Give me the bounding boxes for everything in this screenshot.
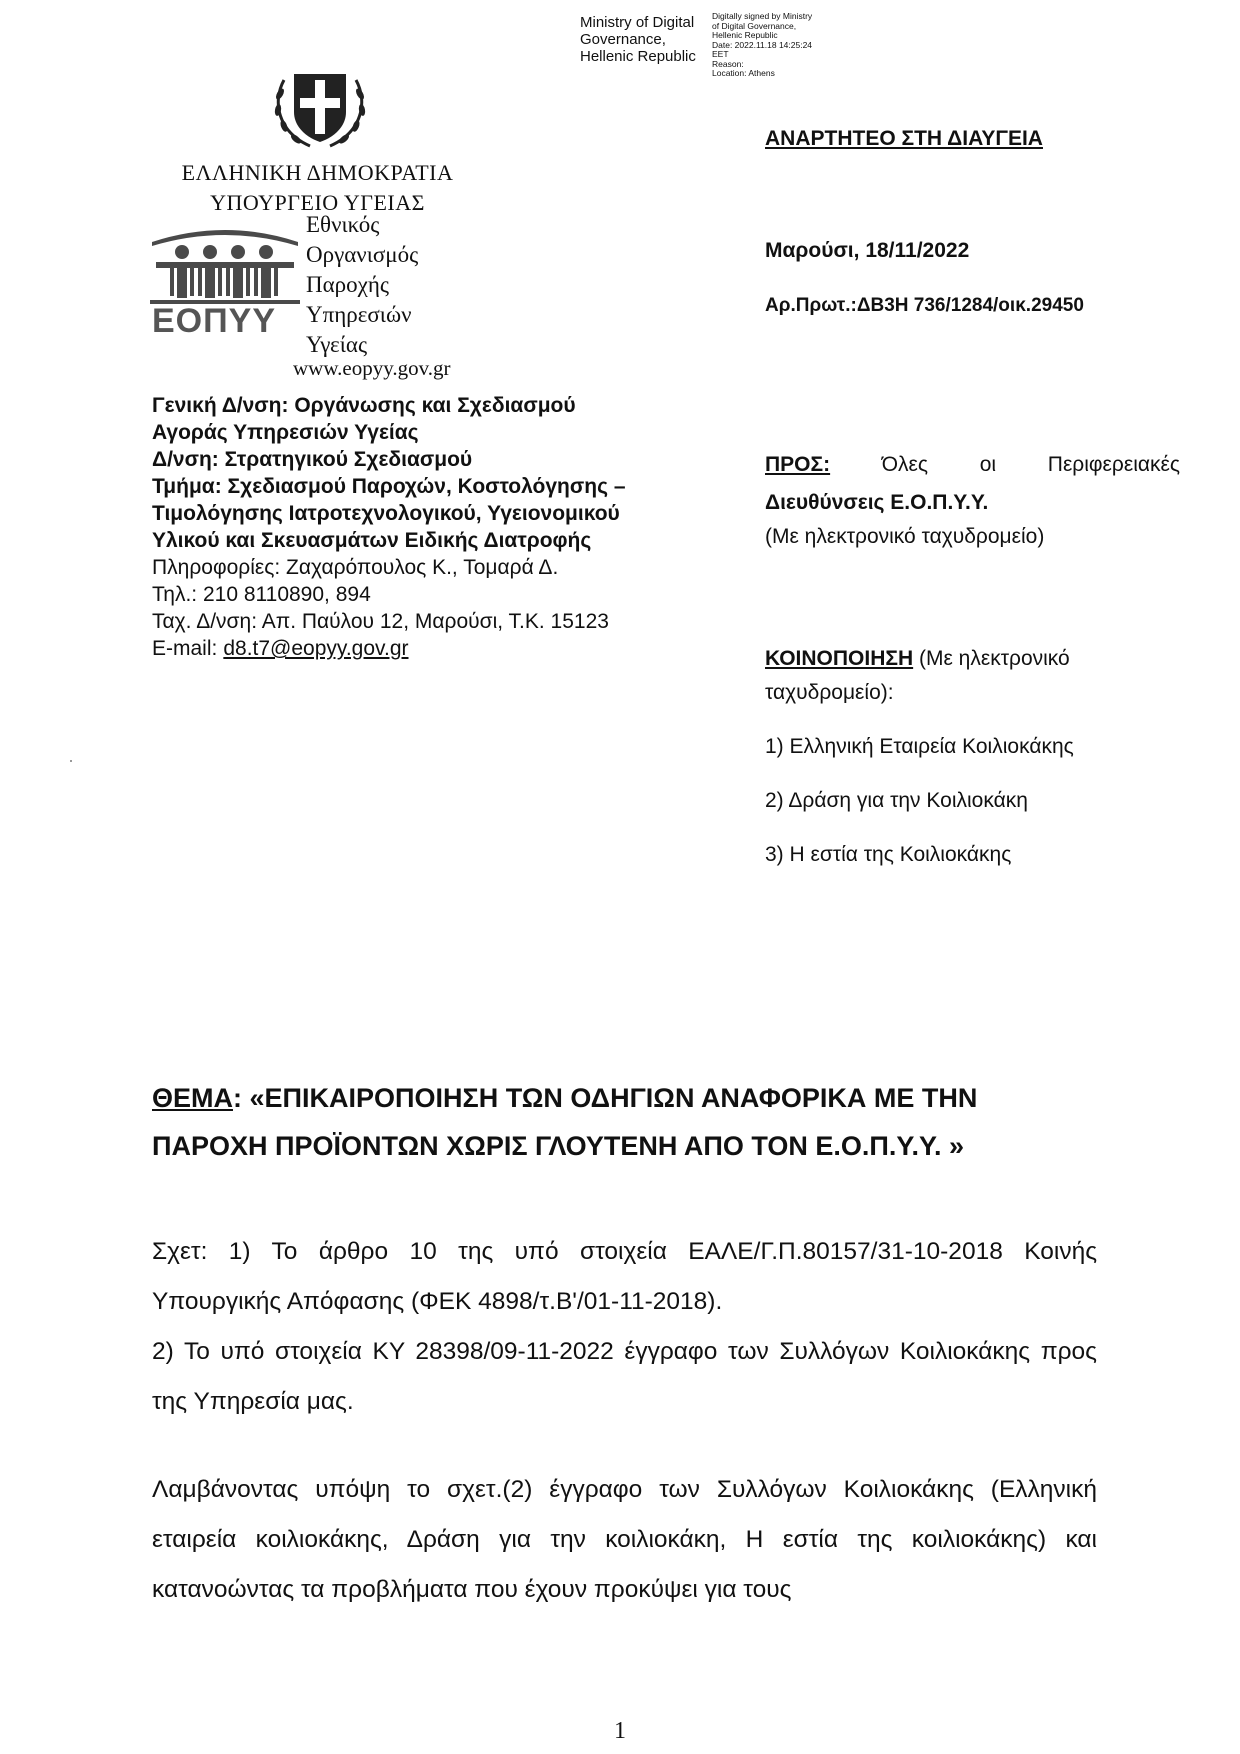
reference-item: 2) Το υπό στοιχεία ΚΥ 28398/09-11-2022 έγγραφο των Συλλόγων Κοιλιοκάκης προς της Υπηρεσία μας. bbox=[152, 1338, 1097, 1415]
protocol-number: Αρ.Πρωτ.:ΔΒ3Η 736/1284/οικ.29450 bbox=[765, 295, 1084, 316]
page-number: 1 bbox=[614, 1718, 626, 1744]
email-label: E-mail: bbox=[152, 637, 218, 660]
signer-line: Ministry of Digital bbox=[580, 14, 695, 31]
directorate: Δ/νση: Στρατηγικού Σχεδιασμού bbox=[152, 448, 473, 471]
eopyy-logo bbox=[150, 222, 300, 345]
recipients-block bbox=[765, 448, 1180, 554]
contact-email-line bbox=[152, 635, 626, 662]
republic-name: ΕΛΛΗΝΙΚΗ ΔΗΜΟΚΡΑΤΙΑ bbox=[181, 160, 454, 185]
contact-phone: Τηλ.: 210 8110890, 894 bbox=[152, 583, 371, 606]
signature-detail-line: Hellenic Republic bbox=[712, 30, 778, 40]
contact-address: Ταχ. Δ/νση: Απ. Παύλου 12, Μαρούσι, Τ.Κ. 15123 bbox=[152, 610, 609, 633]
publish-notice: ΑΝΑΡΤΗΤΕΟ ΣΤΗ ΔΙΑΥΓΕΙΑ bbox=[765, 127, 1043, 150]
subject-label: ΘΕΜΑ bbox=[152, 1083, 233, 1113]
reference-item: Σχετ: 1) Το άρθρο 10 της υπό στοιχεία ΕΑΛΕ/Γ.Π.80157/31-10-2018 Κοινής Υπουργικής Απόφασης (ΦΕΚ 4898/τ.Β'/01-11-2018). bbox=[152, 1238, 1097, 1315]
signature-detail-line: of Digital Governance, bbox=[712, 20, 797, 31]
eopyy-name bbox=[306, 210, 418, 360]
general-directorate: Γενική Δ/νση: Οργάνωσης και Σχεδιασμού bbox=[152, 394, 576, 417]
delivery-note: (Με ηλεκτρονικό ταχυδρομείο) bbox=[765, 525, 1045, 548]
recipient-word: οι bbox=[979, 453, 997, 476]
general-directorate: Αγοράς Υπηρεσιών Υγείας bbox=[152, 421, 419, 444]
signature-detail-line: Digitally signed by Ministry bbox=[712, 11, 813, 21]
email-link[interactable]: d8.t7@eopyy.gov.gr bbox=[223, 637, 409, 660]
recipient-word: Περιφερειακές bbox=[1047, 453, 1180, 476]
cc-block bbox=[765, 642, 1185, 872]
cc-item: 3) Η εστία της Κοιλιοκάκης bbox=[765, 843, 1012, 866]
recipient-word: Όλες bbox=[881, 453, 929, 476]
scan-speck bbox=[70, 760, 72, 762]
to-label: ΠΡΟΣ: bbox=[765, 453, 831, 476]
section: Τιμολόγησης Ιατροτεχνολογικού, Υγειονομικού bbox=[152, 502, 620, 525]
recipient-name: Διευθύνσεις Ε.Ο.Π.Υ.Υ. bbox=[765, 491, 989, 514]
eopyy-name-word: Παροχής bbox=[306, 272, 389, 297]
eopyy-name-word: Υγείας bbox=[306, 332, 368, 357]
section: Τμήμα: Σχεδιασμού Παροχών, Κοστολόγησης – bbox=[152, 475, 626, 498]
references bbox=[152, 1227, 1097, 1427]
document-date: Μαρούσι, 18/11/2022 bbox=[765, 239, 970, 262]
signer-line: Hellenic Republic bbox=[580, 48, 696, 65]
subject-text: ΠΑΡΟΧΗ ΠΡΟΪΟΝΤΩΝ ΧΩΡΙΣ ΓΛΟΥΤΕΝΗ ΑΠΟ ΤΟΝ Ε.Ο.Π.Υ.Υ. » bbox=[152, 1131, 965, 1161]
signature-details bbox=[712, 12, 842, 79]
subject-line bbox=[152, 1074, 1102, 1122]
subject-text: : «ΕΠΙΚΑΙΡΟΠΟΙΗΣΗ ΤΩΝ ΟΔΗΓΙΩΝ ΑΝΑΦΟΡΙΚΑ ΜΕ ΤΗΝ bbox=[233, 1083, 978, 1113]
cc-heading bbox=[765, 642, 1185, 676]
cc-note: ταχυδρομείο): bbox=[765, 681, 894, 704]
eopyy-name-word: Εθνικός bbox=[306, 212, 380, 237]
signature-signer bbox=[580, 14, 696, 65]
ministry-name: ΥΠΟΥΡΓΕΙΟ ΥΓΕΙΑΣ bbox=[210, 190, 425, 215]
signature-detail-line: Location: Athens bbox=[712, 68, 775, 78]
section: Υλικού και Σκευασμάτων Ειδικής Διατροφής bbox=[152, 529, 592, 552]
eopyy-name-word: Υπηρεσιών bbox=[306, 302, 412, 327]
issuer-header bbox=[150, 158, 485, 218]
signature-detail-line: EET bbox=[712, 49, 729, 59]
signer-line: Governance, bbox=[580, 31, 666, 48]
cc-label: ΚΟΙΝΟΠΟΙΗΣΗ bbox=[765, 647, 914, 670]
coat-of-arms-icon bbox=[270, 62, 370, 157]
signature-detail-line: Reason: bbox=[712, 58, 744, 69]
department-block bbox=[152, 392, 626, 662]
subject bbox=[152, 1074, 1102, 1170]
cc-item: 2) Δράση για την Κοιλιοκάκη bbox=[765, 789, 1028, 812]
eopyy-url: www.eopyy.gov.gr bbox=[293, 356, 451, 380]
cc-item: 1) Ελληνική Εταιρεία Κοιλιοκάκης bbox=[765, 735, 1074, 758]
contact-info: Πληροφορίες: Ζαχαρόπουλος Κ., Τομαρά Δ. bbox=[152, 556, 559, 579]
eopyy-logo-text: ΕΟΠΥΥ bbox=[152, 302, 277, 340]
recipients-line bbox=[765, 448, 1180, 482]
cc-note: (Με ηλεκτρονικό bbox=[913, 647, 1070, 670]
eopyy-name-word: Οργανισμός bbox=[306, 242, 419, 267]
signature-detail-line: Date: 2022.11.18 14:25:24 bbox=[712, 39, 813, 50]
body-paragraph: Λαμβάνοντας υπόψη το σχετ.(2) έγγραφο των Συλλόγων Κοιλιοκάκης (Ελληνική εταιρεία κοιλιοκάκης, Δράση για την κοιλιοκάκη, Η εστία της κοιλιοκάκης) και κατανοώντας τα προβλήματα που έχουν προκύψει για τους bbox=[152, 1476, 1097, 1603]
